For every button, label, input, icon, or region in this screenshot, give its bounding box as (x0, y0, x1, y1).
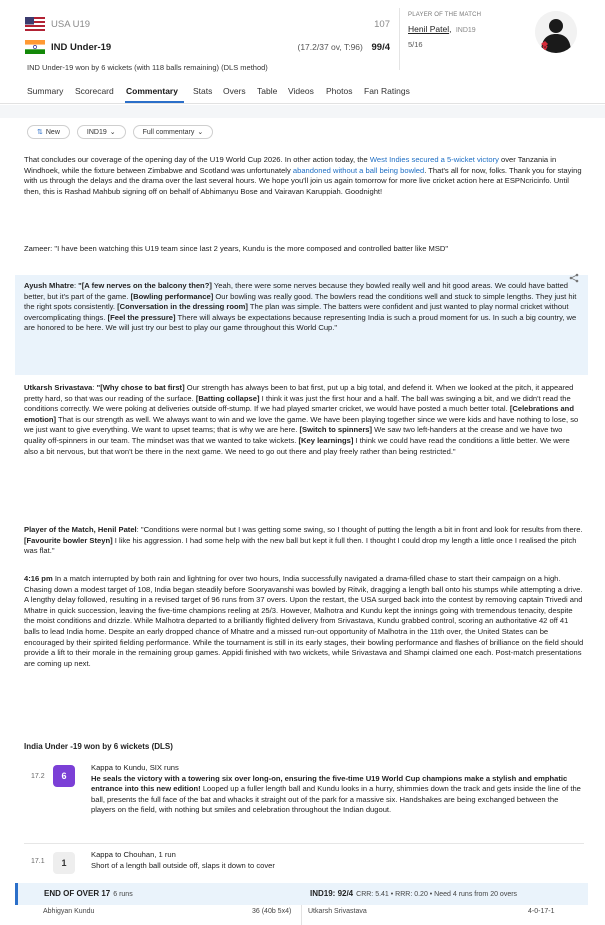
match-summary (24, 574, 584, 669)
match-header (0, 0, 605, 80)
zameer-comment: Zameer: "I have been watching this U19 team since last 2 years, Kundu is the more composed and controlled batter like MSD" (24, 244, 449, 253)
potm-player[interactable]: Henil Patel, IND19 (408, 24, 476, 34)
batter-name[interactable]: Abhigyan Kundu (43, 908, 95, 915)
henil-quote: Player of the Match, Henil Patel: "Conditions were normal but I was getting some swing, so I thought of putting the length a bit in front and look for results from there. [Favourite bowler Steyn] I like his aggression. I had some help with the new ball but kept it full then. I thought I could drop my length a little once I realised the pitch was flat." (24, 525, 583, 556)
closing-text-mid: over Tanzania in Windhoek, while the fixture between Zimbabwe and Scotland was unfortunately (24, 155, 557, 175)
quote-answer: Our strength has always been to bat first, put up a big total, and defend it. When we looked at the pitch, it appeared pretty hard, so that was our reading of the surface. (24, 383, 574, 403)
ayush-quote: Ayush Mhatre: "[A few nerves on the balcony then?] Yeah, there were some nerves because they bowled really well and hit good areas. We could have batted better, but it's part of the game. [Bowling performance] Our bowling was really good. The bowlers read the conditions well and stuck to simple lengths. They just hit the right spots consistently. [Conversation in the dressing room] The plan was simple. The batters were confident and just wanted to play normal cricket without overcomplicating things. [Feel the pressure] There will always be expectations because representing India is such a proud moment for us. In such a big country, we are honored to be here. We will just try our best to play our game throughout this World Cup." (24, 281, 577, 333)
quote-answer: Yeah, there were some nerves because they bowled really well and hit good areas. We could have batted better, but it's part of the game. (24, 281, 569, 301)
end-of-over-rates: CRR: 5.41 • RRR: 0.20 • Need 4 runs from 20 overs (356, 891, 518, 898)
tab-summary[interactable]: Summary (27, 86, 64, 96)
ball-divider (24, 843, 584, 844)
potm-team: IND19 (455, 27, 476, 34)
sort-icon: ⇅ (37, 129, 43, 136)
tab-photos[interactable]: Photos (326, 86, 353, 96)
end-of-over-label (44, 889, 133, 898)
henil-speaker: Player of the Match, Henil Patel (24, 525, 137, 534)
potm-player-name[interactable]: Henil Patel (408, 24, 450, 34)
won-line: India Under -19 won by 6 wickets (DLS) (24, 742, 173, 751)
commentary-type-filter[interactable] (133, 125, 214, 139)
sort-filter-label: New (45, 128, 60, 136)
ball-title: Kappa to Chouhan, 1 run (91, 850, 176, 859)
summary-time: 4:16 pm (24, 574, 53, 583)
bowler-figures: 4-0-17-1 (528, 908, 555, 915)
quote-question: [Switch to spinners] (299, 425, 373, 435)
quote-question: [Favourite bowler Steyn] (24, 535, 113, 545)
quote-question: [Key learnings] (298, 435, 354, 445)
ball-commentary-text (91, 763, 581, 816)
batter-stats: 36 (40b 5x4) (252, 908, 292, 915)
ball-over: 17.1 (31, 858, 45, 865)
quote-answer: I like his aggression. I had some help with the new ball but kept it full then. I thought I could drop my length a little once I realised the pitch was flat." (24, 535, 577, 556)
quote-answer: We saw two left-handers at the crease and we have two quality off-spinners in our team. The mindset was that we wanted to take wickets. (24, 425, 563, 445)
team-filter-label: IND19 (86, 128, 107, 136)
team2-overs: (17.2/37 ov, T:96) (297, 41, 363, 52)
summary-text: In a match interrupted by both rain and lightning for over two hours, India successfully navigated a drama-filled chase to start their campaign on a high. Chasing down a modest target of 108, India began steadily before Sooryavanshi was bowled by Ritvik, dragging a length ball onto his stumps while attempting a drive. A lengthy delay followed, resulting in a revised target of 96 runs from 37 overs. Upon the restart, the USA surged back into the contest by removing captain Trivedi and Mhatre in quick succession, leaving the five-time champions reeling at 25/3. However, Malhotra and Kundu kept the innings going with tremendous tenacity, despite the moist conditions and drizzle. While Malhotra departed to a brilliantly flighted delivery from Srivastava, Kundu grabbed control, scoring an authoritative 42 off 41 balls to lead India home. Despite an early dropped chance of Mhatre and a missed run-out opportunity of Malhotra in the 11th over, the United States can be encouraged by their spirited fielding performance. While the tournament is still in its early stages, their bowling performance and flashes of brilliance on the field should provide a lift to their morale in the remaining group games. Appidi finished with two wickets, while Srivastava and Shampi claimed one each. Post-match presentations are coming up next. (24, 574, 584, 668)
team1-score: 107 (374, 18, 390, 30)
team2-score: 99/4 (371, 41, 390, 53)
team2-row[interactable] (25, 40, 390, 54)
end-of-over-team-score: IND19: 92/4 (310, 889, 354, 898)
tab-overs[interactable]: Overs (223, 86, 246, 96)
bowler-name[interactable]: Utkarsh Srivastava (308, 908, 367, 915)
quote-question: [Celebrations and emotion] (24, 404, 574, 424)
ball-title: Kappa to Kundu, SIX runs (91, 763, 179, 772)
abandoned-link[interactable]: abandoned without a ball being bowled (292, 165, 425, 175)
active-tab-indicator (125, 101, 184, 103)
quote-question: [Batting collapse] (195, 393, 260, 403)
tab-scorecard[interactable]: Scorecard (75, 86, 114, 96)
section-gap (0, 105, 605, 118)
ball-description: Looped up a fuller length ball and Kundu looks in a hurry, shimmies down the track and gets inside the line of the ball, presents the full face of the bat and whacks it straight out of the park for a massive six. Handshakes are being exchanged between the players on the field, with nothing but smiles and celebration throughout the Indian dugout. (91, 784, 581, 815)
header-divider (399, 8, 400, 70)
ball-highlight: He seals the victory with a towering six over long-on, ensuring the five-time U19 World Cup champions make a stylish and emphatic entrance into this new edition! (91, 773, 568, 794)
ball-commentary-text (91, 850, 581, 871)
tab-table[interactable]: Table (257, 86, 278, 96)
team2-name: IND Under-19 (51, 41, 112, 53)
ball-description: Short of a length ball outside off, slaps it down to cover (91, 860, 275, 870)
usa-flag-icon (25, 17, 45, 31)
end-of-over-score (310, 889, 517, 898)
utkarsh-quote: Utkarsh Srivastava: "[Why chose to bat first] Our strength has always been to bat first, put up a big total, and defend it. When we looked at the pitch, it appeared pretty hard, so that was our reading of the surface. [Batting collapse] I think it was just the first hour and a half. The ball was swinging a bit, and we didn't read the conditions correctly. We were poking at deliveries outside off-stump. If we had played smarter cricket, we would have posted a much better total. [Celebrations and emotion] That is our strength as well. We always want to win and we love the game. We have been playing together since we were kids and have nothing to lose, so we just want to give everything. We want to upset teams; that is why we are here. [Switch to spinners] We saw two left-handers at the crease and we have two quality off-spinners in our team. The mindset was that we wanted to take wickets. [Key learnings] I think we could have read the conditions a little better. We were also a bit nervous, but that won't be there in the next game. We need to go out there and play freely rather than being restricted." (24, 383, 579, 456)
potm-label: PLAYER OF THE MATCH (408, 12, 482, 18)
quote-answer: "Conditions were normal but I was getting some swing, so I thought of putting the length a bit in front and look for results from there. (138, 525, 583, 534)
potm-avatar[interactable] (535, 11, 577, 53)
end-of-over-title: END OF OVER 17 (44, 889, 111, 898)
potm-figures: 5/16 (408, 40, 423, 49)
closing-note (24, 155, 584, 197)
match-tabs (0, 80, 605, 104)
ball-over: 17.2 (31, 773, 45, 780)
closing-text-post: . That's all for now, folks. Thank you for staying with us through the delays and the drama over the last several hours. We hope you'll join us again tomorrow for more live cricket action here at ESPNcricinfo. Until then, this is Rashad Mahbub signing off on behalf of Abhimanyu Bose and Vairavan Karuppiah. Goodnight! (24, 165, 582, 196)
quote-answer: I think we could have read the conditions a little better. We were also a bit nervous, but that won't be there in the next game. We need to go out there and play freely rather than being restricted." (24, 435, 570, 456)
team-filter[interactable] (77, 125, 126, 139)
tab-videos[interactable]: Videos (288, 86, 314, 96)
end-of-over-bar (15, 883, 588, 905)
quote-answer: That is our strength as well. We always want to win and we love the game. We have been playing together since we were kids and have nothing to lose, so we just want to give everything. We want to upset teams; that is why we are here. (24, 414, 579, 435)
tab-commentary[interactable]: Commentary (126, 86, 178, 96)
end-of-over-runs: 6 runs (113, 891, 133, 898)
match-result: IND Under-19 won by 6 wickets (with 118 balls remaining) (DLS method) (27, 63, 268, 72)
quote-answer: Our bowling was really good. The bowlers read the conditions well and stuck to simple lengths. They just hit the right spots consistently. (24, 291, 577, 312)
sort-filter[interactable] (27, 125, 70, 139)
quote-answer: I think it was just the first hour and a half. The ball was swinging a bit, and we didn't read the conditions correctly. We were poking at deliveries outside off-stump. If we had played smarter cricket, we would have posted a much better total. (24, 393, 571, 414)
team1-name: USA U19 (51, 18, 91, 30)
tab-fan-ratings[interactable]: Fan Ratings (364, 86, 410, 96)
quote-question: [Conversation in the dressing room] (117, 302, 248, 312)
chevron-down-icon: ⌄ (197, 129, 204, 136)
team1-row[interactable] (25, 17, 390, 31)
utkarsh-speaker: Utkarsh Srivastava (24, 383, 93, 392)
quote-answer: There will always be expectations because representing India is such a proud moment for us. In such a big country, we are honored to be here. We will just try our best to play our game throughout this World Cup." (24, 312, 577, 333)
quote-question: "[A few nerves on the balcony then?] (78, 281, 212, 290)
batter-bowler-divider (301, 905, 302, 925)
quote-answer: The plan was simple. The batters were confident and just wanted to play normal cricket without overcomplicating things. (24, 302, 569, 322)
india-flag-icon (25, 40, 45, 54)
commentary-filters (27, 125, 213, 139)
team2-score-block (297, 42, 390, 53)
quote-question: [Feel the pressure] (107, 312, 176, 322)
west-indies-link[interactable]: West Indies secured a 5-wicket victory (369, 155, 499, 164)
ball-result-badge: 1 (53, 852, 75, 874)
ayush-speaker: Ayush Mhatre (24, 281, 74, 290)
quote-question: "[Why chose to bat first] (96, 383, 185, 392)
commentary-type-label: Full commentary (142, 128, 195, 136)
ball-result-badge: 6 (53, 765, 75, 787)
closing-text-pre: That concludes our coverage of the opening day of the U19 World Cup 2026. In other action today, the (24, 155, 370, 164)
chevron-down-icon: ⌄ (109, 129, 116, 136)
quote-question: [Bowling performance] (130, 291, 214, 301)
tab-stats[interactable]: Stats (193, 86, 213, 96)
